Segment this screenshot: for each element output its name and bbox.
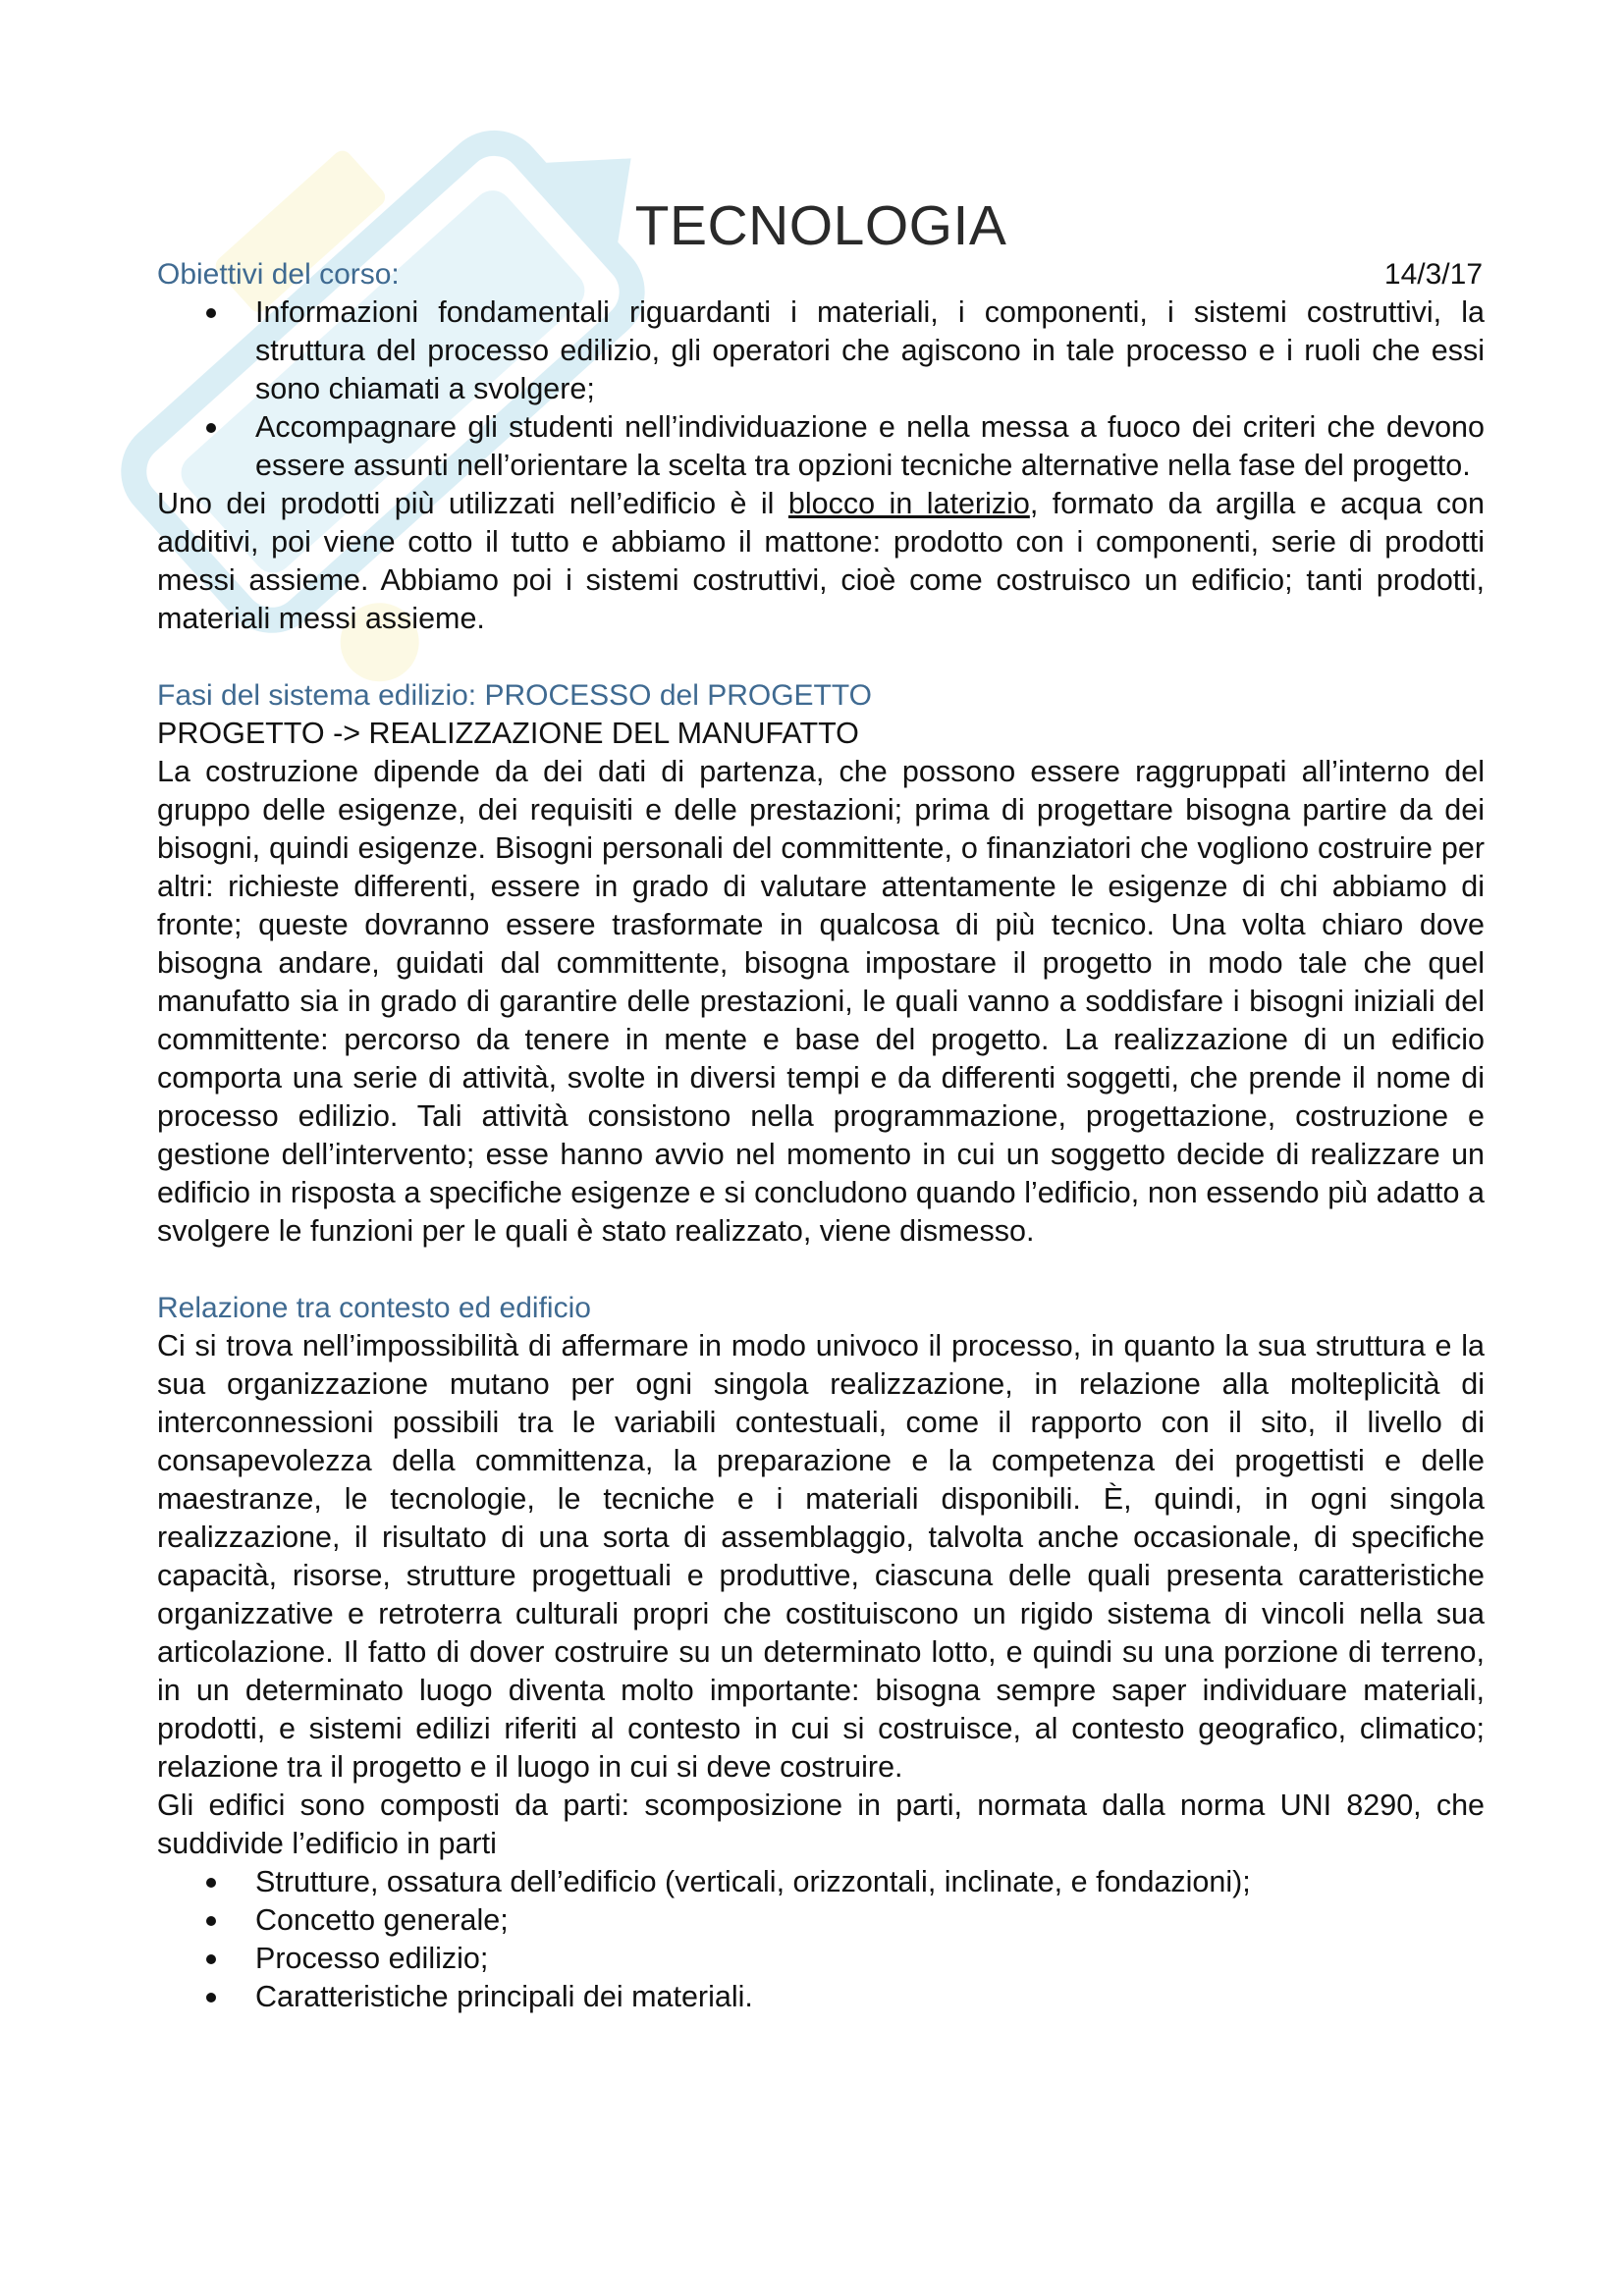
bullet-icon bbox=[206, 1878, 216, 1888]
bullet-icon bbox=[206, 423, 216, 433]
paragraph-text: Uno dei prodotti più utilizzati nell’edificio è il bbox=[157, 487, 788, 520]
bullet-icon bbox=[206, 308, 216, 318]
paragraph bbox=[157, 485, 1485, 638]
list-item-text: Concetto generale; bbox=[255, 1903, 509, 1937]
list-item bbox=[157, 1940, 1485, 1978]
bullet-icon bbox=[206, 1954, 216, 1964]
objectives-heading-row bbox=[157, 255, 1485, 294]
section-process bbox=[157, 676, 1485, 1251]
paragraph: La costruzione dipende da dei dati di partenza, che possono essere raggruppati all’interno del gruppo delle esigenze, dei requisiti e delle prestazioni; prima di progettare bisogna partire da dei bisogni, quindi esigenze. Bisogni personali del committente, o finanziatori che vogliono costruire per altri: richieste differenti, essere in grado di valutare attentamente le esigenze di chi abbiamo di fronte; queste dovranno essere trasformate in qualcosa di più tecnico. Una volta chiaro dove bisogna andare, guidati dal committente, bisogna impostare il progetto in modo tale che quel manufatto sia in grado di garantire delle prestazioni, le quali vanno a soddisfare i bisogni iniziali del committente: percorso da tenere in mente e base del progetto. La realizzazione di un edificio comporta una serie di attività, svolte in diversi tempi e da differenti soggetti, che prende il nome di processo edilizio. Tali attività consistono nella programmazione, progettazione, costruzione e gestione dell’intervento; esse hanno avvio nel momento in cui un soggetto decide di realizzare un edificio in risposta a specifiche esigenze e si concludono quando l’edificio, non essendo più adatto a svolgere le funzioni per le quali è stato realizzato, viene dismesso. bbox=[157, 755, 1485, 1248]
section-heading: Fasi del sistema edilizio: PROCESSO del PROGETTO bbox=[157, 679, 872, 712]
section-heading: Relazione tra contesto ed edificio bbox=[157, 1292, 591, 1324]
list-item-text: Processo edilizio; bbox=[255, 1942, 489, 1975]
paragraph: Ci si trova nell’impossibilità di affermare in modo univoco il processo, in quanto la sua struttura e la sua organizzazione mutano per ogni singola realizzazione, in relazione alla molteplicità di interconnessioni possibili tra le variabili contestuali, come il rapporto con il sito, il livello di consapevolezza della committenza, la preparazione e la competenza dei progettisti e delle maestranze, le tecnologie, le tecniche e i materiali disponibili. È, quindi, in ogni singola realizzazione, il risultato di una sorta di assemblaggio, talvolta anche occasionale, di specifiche capacità, risorse, strutture progettuali e produttive, ciascuna delle quali presenta caratteristiche organizzative e retroterra culturali propri che costituiscono un rigido sistema di vincoli nella sua articolazione. Il fatto di dover costruire su un determinato lotto, e quindi su una porzione di terreno, in un determinato luogo diventa molto importante: bisogna sempre saper individuare materiali, prodotti, e sistemi edilizi riferiti al contesto in cui si costruisce, al contesto geografico, climatico; relazione tra il progetto e il luogo in cui si deve costruire. bbox=[157, 1329, 1485, 1784]
bullet-icon bbox=[206, 1916, 216, 1926]
section-heading: Obiettivi del corso: bbox=[157, 258, 400, 291]
list-item-text: Strutture, ossatura dell’edificio (verticali, orizzontali, inclinate, e fondazioni); bbox=[255, 1865, 1251, 1898]
parts-list bbox=[157, 1863, 1485, 2016]
list-item-text: Caratteristiche principali dei materiali. bbox=[255, 1980, 753, 2013]
document-page bbox=[157, 187, 1485, 2016]
paragraph: Gli edifici sono composti da parti: scomposizione in parti, normata dalla norma UNI 8290, che suddivide l’edificio in parti bbox=[157, 1789, 1485, 1860]
section-context bbox=[157, 1289, 1485, 2016]
spacer bbox=[157, 638, 1485, 676]
list-item-text: Accompagnare gli studenti nell’individuazione e nella messa a fuoco dei criteri che devono essere assunti nell’orientare la scelta tra opzioni tecniche alternative nella fase del progetto. bbox=[255, 410, 1485, 482]
list-item bbox=[157, 294, 1485, 408]
list-item bbox=[157, 408, 1485, 485]
objectives-list bbox=[157, 294, 1485, 485]
paragraph-text: , formato da argilla e acqua con additivi, poi viene cotto il tutto e abbiamo il mattone: prodotto con i componenti, serie di prodotti messi assieme. Abbiamo poi i sistemi costruttivi, cioè come costruisco un edificio; tanti prodotti, materiali messi assieme. bbox=[157, 487, 1485, 635]
list-item bbox=[157, 1978, 1485, 2016]
section-objectives bbox=[157, 255, 1485, 638]
bullet-icon bbox=[206, 1993, 216, 2002]
section-subheading: PROGETTO -> REALIZZAZIONE DEL MANUFATTO bbox=[157, 717, 859, 750]
page-title: TECNOLOGIA bbox=[634, 194, 1007, 257]
list-item bbox=[157, 1901, 1485, 1940]
spacer bbox=[157, 1251, 1485, 1289]
list-item-text: Informazioni fondamentali riguardanti i materiali, i componenti, i sistemi costruttivi, la struttura del processo edilizio, gli operatori che agiscono in tale processo e i ruoli che essi sono chiamati a svolgere; bbox=[255, 295, 1485, 405]
list-item bbox=[157, 1863, 1485, 1901]
underlined-term: blocco in laterizio bbox=[787, 487, 1030, 520]
document-date: 14/3/17 bbox=[1383, 258, 1483, 291]
